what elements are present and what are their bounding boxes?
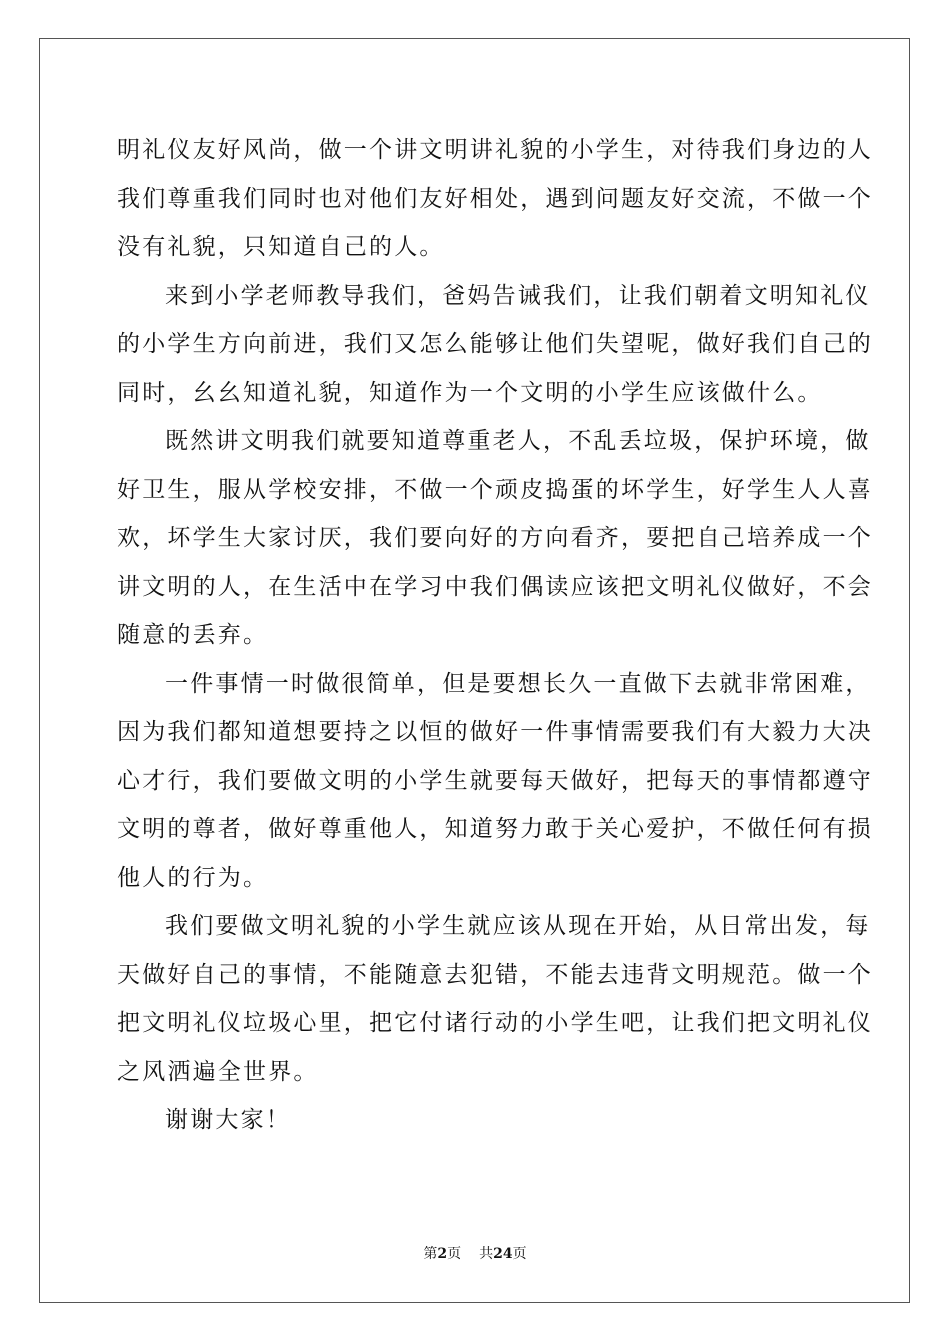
footer-prefix: 第 (423, 1246, 438, 1262)
paragraph-first-line: 我们要做文明礼貌的小学生就应该从现在开始，从日常出发，每 (165, 913, 871, 939)
current-page-number: 2 (437, 1246, 448, 1262)
text-line: 心才行，我们要做文明的小学生就要每天做好，把每天的事情都遵守 (117, 767, 873, 794)
text-line: 之风洒遍全世界。 (117, 1058, 319, 1085)
text-line: 随意的丢弃。 (117, 622, 269, 648)
text-line: 我们尊重我们同时也对他们友好相处，遇到问题友好交流，不做一个 (117, 185, 873, 212)
text-line: 把文明礼仪垃圾心里，把它付诸行动的小学生吧，让我们把文明礼仪 (117, 1010, 873, 1036)
text-line: 没有礼貌，只知道自己的人。 (117, 234, 445, 260)
total-page-count: 24 (493, 1246, 513, 1262)
paragraph-first-line: 一件事情一时做很简单，但是要想长久一直做下去就非常困难， (165, 670, 871, 697)
text-line: 同时，幺幺知道礼貌，知道作为一个文明的小学生应该做什么。 (117, 379, 823, 406)
document-body (117, 126, 873, 1145)
text-line: 好卫生，服从学校安排，不做一个顽皮捣蛋的坏学生，好学生人人喜 (117, 476, 873, 503)
page-footer (0, 1245, 950, 1263)
paragraph-first-line: 来到小学老师教导我们，爸妈告诫我们，让我们朝着文明知礼仪 (165, 282, 871, 309)
text-line: 因为我们都知道想要持之以恒的做好一件事情需要我们有大毅力大决 (117, 719, 873, 745)
footer-total-prefix: 共 (479, 1246, 494, 1262)
footer-page-suffix: 页 (447, 1246, 462, 1262)
text-line: 他人的行为。 (117, 864, 269, 891)
text-line: 天做好自己的事情，不能随意去犯错，不能去违背文明规范。做一个 (117, 961, 873, 988)
text-line: 的小学生方向前进，我们又怎么能够让他们失望呢，做好我们自己的 (117, 331, 873, 357)
text-line: 讲文明的人，在生活中在学习中我们偶读应该把文明礼仪做好，不会 (117, 573, 873, 600)
closing-line: 谢谢大家！ (165, 1107, 291, 1133)
footer-total-suffix: 页 (512, 1246, 527, 1262)
text-line: 文明的尊者，做好尊重他人，知道努力敢于关心爱护，不做任何有损 (117, 816, 873, 842)
text-line: 明礼仪友好风尚，做一个讲文明讲礼貌的小学生，对待我们身边的人 (117, 137, 873, 163)
text-line: 欢，坏学生大家讨厌，我们要向好的方向看齐，要把自己培养成一个 (117, 525, 873, 551)
paragraph-first-line: 既然讲文明我们就要知道尊重老人，不乱丢垃圾，保护环境，做 (165, 428, 871, 454)
